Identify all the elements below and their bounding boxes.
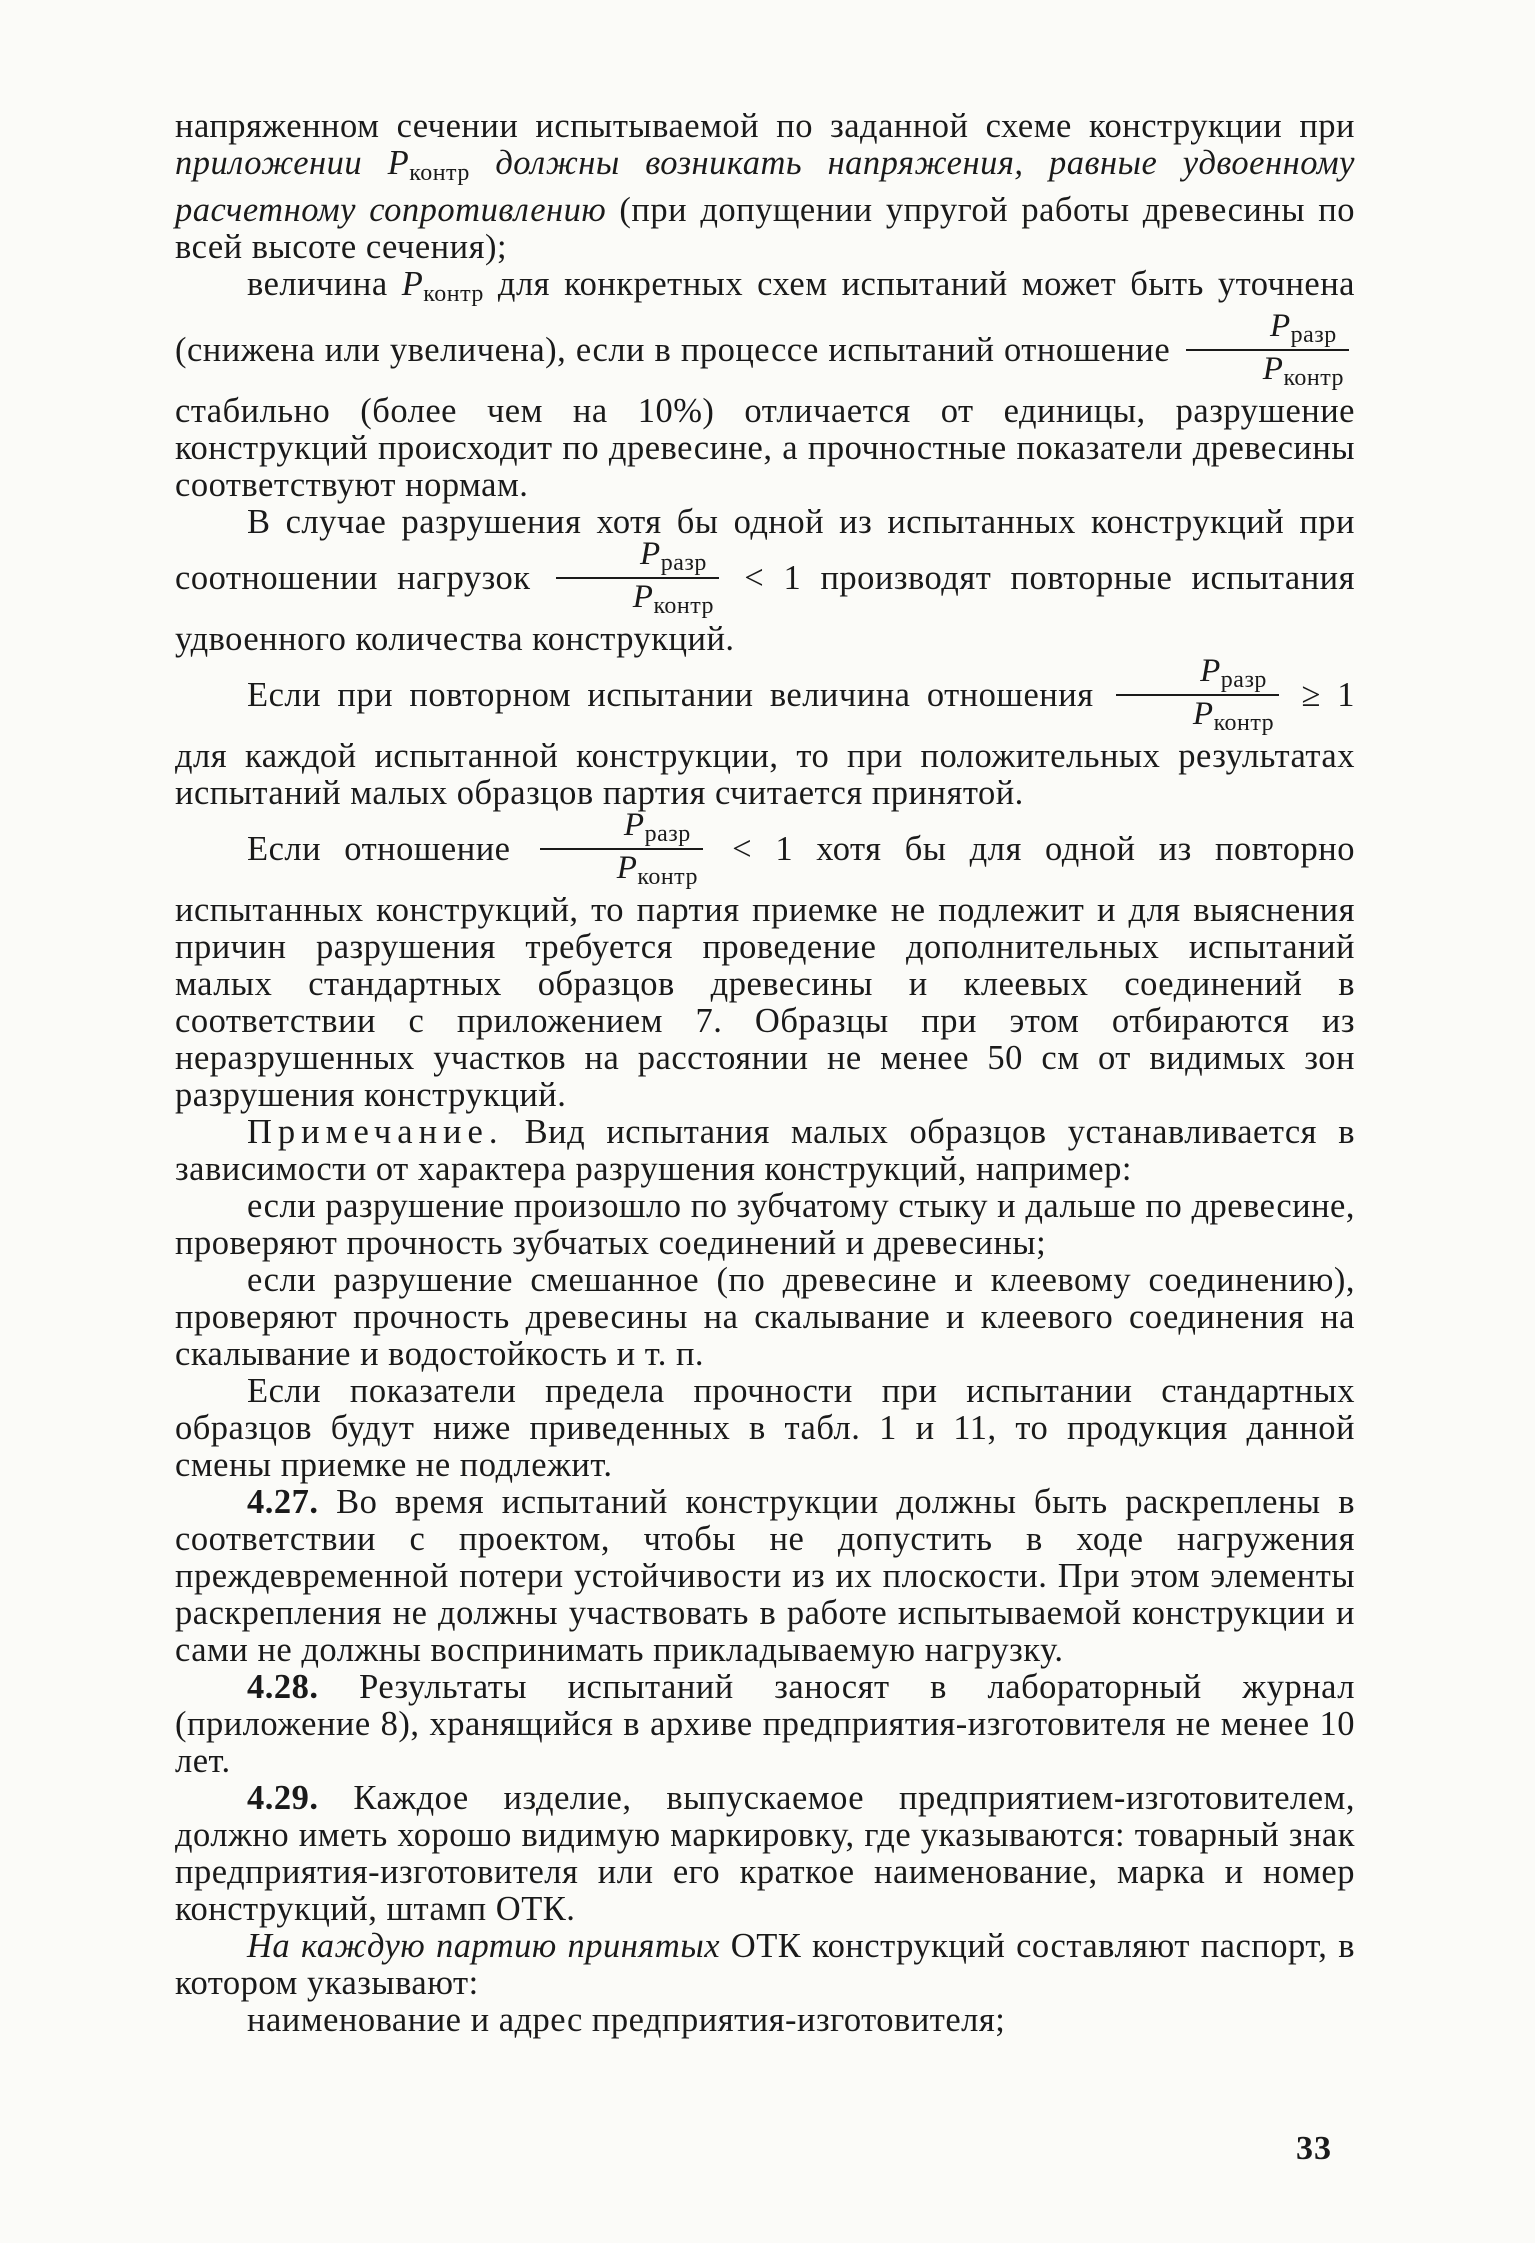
subscript: контр: [1213, 710, 1275, 736]
subscript: контр: [423, 281, 484, 307]
p-control-symbol: [387, 144, 470, 186]
p-letter: P: [401, 265, 424, 303]
p-letter: P: [623, 807, 645, 843]
text-run: приложении: [175, 144, 388, 182]
ratio-fraction: [556, 538, 719, 618]
paragraph-magnitude: [175, 266, 1355, 504]
p-letter: P: [1262, 351, 1284, 387]
paragraph-list-item: наименование и адрес предприятия-изготовителя;: [247, 2001, 1006, 2039]
subscript: контр: [637, 864, 698, 890]
text-run: Каждое изделие, выпускаемое предприятием-изготовителем, должно иметь хорошо видимую маркировку, где указываются: товарный знак предприятия-изготовителя или его краткое наименование, марка и номер конструкций, штамп ОТК.: [175, 1779, 1355, 1928]
note-item: если разрушение смешанное (по древесине и клеевому соединению), проверяют прочность древесины на скалывание и клеевого соединения на скалывание и водостойкость и т. п.: [175, 1261, 1355, 1373]
note-paragraph: [175, 1114, 1355, 1188]
clause-4-27: [175, 1484, 1355, 1669]
text-run: ОТК конструкций составляют паспорт, в котором указывают:: [175, 1927, 1355, 2002]
clause-number: 4.27.: [247, 1483, 319, 1521]
paragraph-ratio-below-one: [175, 807, 1356, 1114]
text-run: Если при повторном испытании величина отношения: [247, 675, 1094, 714]
paragraph-repeat-test: [175, 653, 1355, 812]
note-label: Примечание.: [247, 1113, 504, 1151]
fraction-numerator: [556, 538, 719, 579]
subscript: контр: [409, 160, 470, 186]
subscript: разр: [1290, 322, 1337, 348]
subscript: разр: [644, 821, 691, 847]
p-letter: P: [640, 536, 661, 572]
fraction-numerator: [540, 809, 703, 850]
p-letter: P: [1192, 696, 1214, 732]
p-control-symbol: [401, 265, 484, 307]
clause-4-29: [175, 1780, 1355, 1928]
text-run: ≥ 1 для каждой испытанной конструкции, то при положительных результатах испытаний малых образцов партия считается принятой.: [175, 675, 1355, 812]
paragraph-strength: Если показатели предела прочности при испытании стандартных образцов будут ниже приведенных в табл. 1 и 11, то продукция данной смены приемке не подлежит.: [175, 1372, 1355, 1484]
clause-number: 4.29.: [247, 1779, 319, 1817]
p-letter: P: [387, 144, 410, 182]
text-run: должны возникать напряжения, равные удвоенному расчетному сопротивлению: [175, 144, 1355, 229]
text-run: < 1 хотя бы для одной из повторно испытанных конструкций, то партия приемке не подлежит и для выяснения причин разрушения требуется проведение дополнительных испытаний малых стандартных образцов древесины и клеевых соединений в соответствии с приложением 7. Образцы при этом отбираются из неразрушенных участков на расстоянии не менее 50 см от видимых зон разрушения конструкций.: [175, 829, 1356, 1114]
fraction-denominator: [556, 579, 719, 618]
text-run: В случае разрушения хотя бы одной из испытанных конструкций при соотношении нагрузок: [175, 503, 1355, 597]
p-letter: P: [1200, 653, 1221, 689]
ratio-fraction: [540, 809, 703, 889]
text-run: Вид испытания малых образцов устанавливается в зависимости от характера разрушения конструкций, например:: [175, 1113, 1355, 1188]
text-run: < 1 производят повторные испытания удвоенного количества конструкций.: [175, 558, 1356, 658]
subscript: контр: [1283, 365, 1345, 391]
fraction-denominator: [540, 850, 703, 889]
text-run: На каждую партию принятых: [247, 1927, 721, 1965]
subscript: разр: [1220, 667, 1267, 693]
ratio-fraction: [1186, 310, 1349, 390]
fraction-denominator: [1116, 696, 1279, 735]
text-run: напряженном сечении испытываемой по заданной схеме конструкции при: [175, 107, 1355, 145]
page-number: 33: [1296, 2130, 1332, 2167]
text-run: (при допущении упругой работы древесины по всей высоте сечения);: [175, 191, 1355, 266]
clause-number: 4.28.: [247, 1668, 319, 1706]
text-run: стабильно (более чем на 10%) отличается от единицы, разрушение конструкций происходит по древесине, а прочностные показатели древесины соответствуют нормам.: [175, 392, 1355, 504]
clause-4-28: [175, 1669, 1355, 1780]
text-run: Если отношение: [247, 829, 511, 868]
p-letter: P: [616, 850, 638, 886]
p-letter: P: [1269, 308, 1291, 344]
text-run: для конкретных схем испытаний может быть уточнена (снижена или увеличена), если в процессе испытаний отношение: [175, 265, 1355, 369]
ratio-fraction: [1116, 655, 1279, 735]
body-text: [175, 108, 1355, 2039]
fraction-numerator: [1186, 310, 1349, 351]
p-letter: P: [632, 579, 654, 615]
paragraph-passport: [175, 1928, 1355, 2002]
paragraph-continuation: [175, 108, 1355, 266]
subscript: разр: [660, 550, 707, 576]
paragraph-failure-case: [175, 504, 1355, 658]
subscript: контр: [653, 593, 715, 619]
note-item: если разрушение произошло по зубчатому стыку и дальше по древесине, проверяют прочность зубчатых соединений и древесины;: [175, 1187, 1355, 1262]
fraction-numerator: [1116, 655, 1279, 696]
text-run: величина: [247, 265, 402, 303]
text-run: Результаты испытаний заносят в лабораторный журнал (приложение 8), хранящийся в архиве предприятия-изготовителя не менее 10 лет.: [175, 1668, 1355, 1780]
text-run: Во время испытаний конструкции должны быть раскреплены в соответствии с проектом, чтобы не допустить в ходе нагружения преждевременной потери устойчивости из их плоскости. При этом элементы раскрепления не должны участвовать в работе испытываемой конструкции и сами не должны воспринимать прикладываемую нагрузку.: [175, 1483, 1355, 1669]
fraction-denominator: [1186, 351, 1349, 390]
